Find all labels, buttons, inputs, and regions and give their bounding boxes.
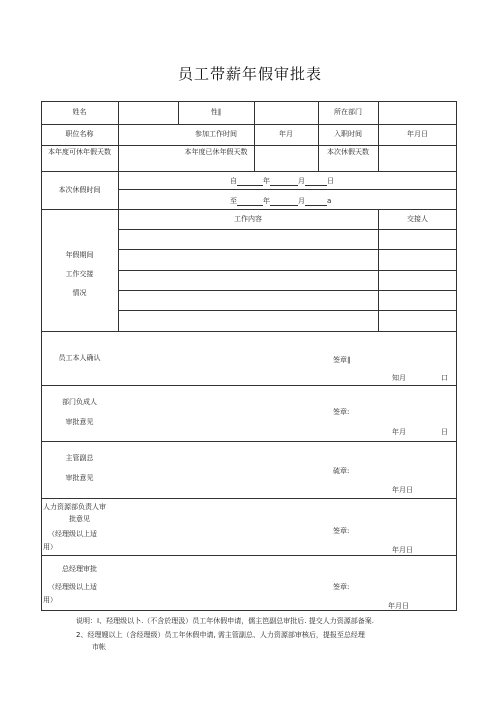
annual-days-label: 本年度可休年假天数 (48, 148, 111, 156)
hire-date-label: 入职时间 (334, 130, 362, 138)
hr-label-line1: 人力资源部负责人审 (43, 503, 106, 511)
row-divider (41, 555, 457, 556)
row-divider (41, 331, 457, 332)
used-days-label: 本年度已休年假天数 (184, 148, 248, 156)
employee-sign: 签章∥ (333, 356, 351, 364)
column-divider (378, 209, 379, 331)
hr-label-line2: 批意见 (69, 515, 90, 523)
current-days-label: 本次休假天数 (327, 148, 369, 156)
hire-date-value: 年月日 (407, 130, 428, 138)
gm-label-line4: 用） (43, 596, 57, 604)
note-line-2: 2、经理嫂以上（含经理级）员工年休假申请, 需主管副总、人力资源部审核后，提报至总经理 (76, 631, 365, 639)
employee-date: 知月 (392, 374, 406, 382)
employee-confirm-label: 员工本人确认 (58, 354, 101, 362)
row-divider (118, 290, 457, 291)
vp-label-line1: 主管副总 (65, 454, 94, 462)
hr-label-line4: 用） (43, 543, 57, 551)
note-line-1: 说明：Ⅰ、羟理级以卜.（不含於理汲）员工年休假申请，儒主笆副总审批后. 提交人力资源部备案. (76, 617, 374, 625)
hr-label-line3: （经理级以上适 (48, 530, 97, 538)
row-divider (118, 310, 457, 311)
gm-label-line1: 总经理审批 (62, 565, 97, 573)
work-start-label: 参加工作时间 (195, 130, 237, 138)
hr-date: 年月日 (392, 546, 413, 554)
row-divider (118, 249, 457, 250)
handover-label-line2: 工作交接 (65, 270, 94, 278)
row-divider (118, 229, 457, 230)
row-divider (41, 385, 457, 386)
note-line-3: 市帐 (92, 643, 106, 651)
name-label: 姓名 (72, 108, 87, 116)
dept-head-date: 年月 (392, 428, 406, 436)
gm-date: 年月日 (388, 602, 409, 610)
department-label: 所在部门 (334, 108, 362, 116)
row-divider (41, 171, 457, 172)
leave-period-label: 本次休假时间 (58, 186, 101, 194)
row-divider (41, 498, 457, 499)
dept-head-date-tail: 日 (441, 428, 448, 436)
row-divider (41, 209, 457, 210)
vp-date: 年月日 (392, 486, 413, 494)
row-divider (41, 441, 457, 442)
hr-sign: 签章: (333, 527, 350, 535)
dept-head-sign: 签章: (333, 408, 350, 416)
dept-head-label-line2: 审批意见 (65, 418, 94, 426)
leave-from-line: 自 年 月 日 (230, 177, 334, 185)
handover-label-line1: 年假期间 (65, 251, 94, 259)
work-content-header: 工作内容 (234, 215, 262, 223)
dept-head-label-line1: 部门负成人 (62, 398, 97, 406)
row-divider (118, 189, 457, 190)
work-start-value: 年月 (279, 130, 293, 138)
page-title: 员工带薪年假审批表 (177, 65, 322, 83)
receiver-header: 交接人 (407, 215, 428, 223)
position-label: 职位名称 (65, 130, 94, 138)
row-divider (41, 124, 457, 125)
gender-label: 性∥ (210, 108, 222, 116)
vp-sign: 硫章: (333, 467, 350, 475)
vp-label-line2: 审批意见 (65, 474, 94, 482)
row-divider (118, 270, 457, 271)
employee-date-tail: 口 (441, 374, 448, 382)
row-divider (41, 145, 457, 146)
gm-sign: 签章: (333, 583, 350, 591)
gm-label-line3: （经理级以上适 (48, 583, 97, 591)
leave-to-line: 至 年 月 a (230, 197, 332, 205)
handover-label-line3: 情况 (72, 289, 87, 297)
